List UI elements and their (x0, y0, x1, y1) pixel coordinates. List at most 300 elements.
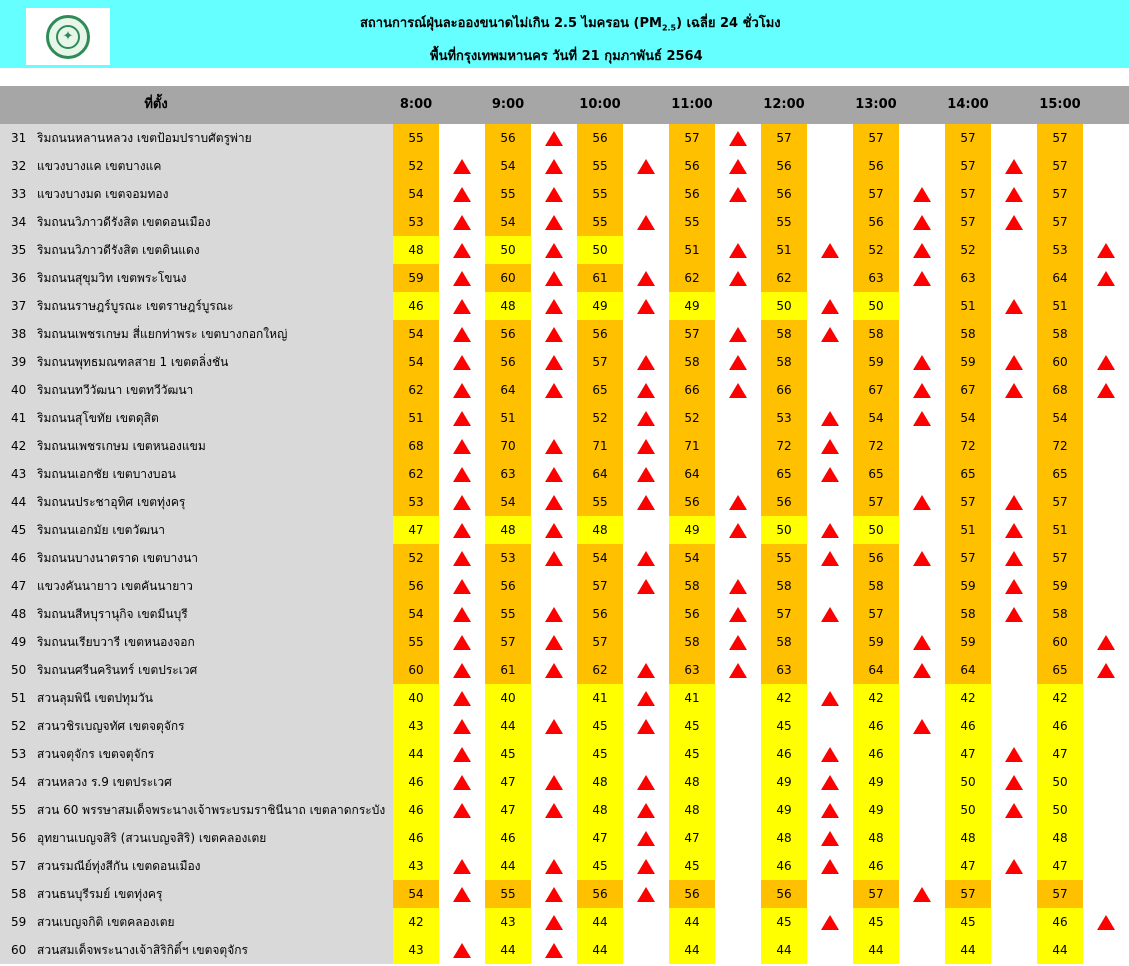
pm25-value-cell: 40 (485, 684, 531, 712)
row-number: 35 (0, 236, 36, 264)
increase-arrow-icon (531, 488, 577, 516)
pm25-value-cell: 62 (669, 264, 715, 292)
increase-arrow-icon (715, 180, 761, 208)
red-triangle-icon (913, 411, 931, 426)
station-name: สวนวชิรเบญจทัศ เขตจตุจักร (36, 712, 393, 740)
pm25-value-cell: 57 (853, 600, 899, 628)
red-triangle-icon (729, 243, 747, 258)
red-triangle-icon (545, 131, 563, 146)
increase-arrow-icon (623, 264, 669, 292)
increase-arrow-icon (531, 908, 577, 936)
increase-arrow-icon (623, 852, 669, 880)
pm25-value-cell: 44 (669, 908, 715, 936)
pm25-value-cell: 55 (669, 208, 715, 236)
increase-arrow-icon (807, 796, 853, 824)
pm25-value-cell: 46 (853, 852, 899, 880)
pm25-value-cell: 42 (945, 684, 991, 712)
red-triangle-icon (545, 271, 563, 286)
station-name: ริมถนนเอกมัย เขตวัฒนา (36, 516, 393, 544)
increase-arrow-icon (715, 516, 761, 544)
table-row (0, 488, 1129, 516)
increase-arrow-icon (439, 768, 485, 796)
pm25-value-cell: 65 (853, 460, 899, 488)
increase-arrow-icon (623, 712, 669, 740)
pm25-value-cell: 43 (393, 712, 439, 740)
pm25-value-cell: 49 (577, 292, 623, 320)
pm25-value-cell: 60 (393, 656, 439, 684)
station-name: ริมถนนทวีวัฒนา เขตทวีวัฒนา (36, 376, 393, 404)
pm25-value-cell: 57 (853, 124, 899, 152)
pm25-value-cell: 48 (669, 796, 715, 824)
red-triangle-icon (729, 383, 747, 398)
red-triangle-icon (821, 439, 839, 454)
pm25-value-cell: 44 (853, 936, 899, 964)
pm25-value-cell: 47 (485, 796, 531, 824)
increase-arrow-icon (1083, 656, 1129, 684)
increase-arrow-icon (531, 348, 577, 376)
pm25-value-cell: 47 (485, 768, 531, 796)
increase-arrow-icon (531, 208, 577, 236)
pm25-value-cell: 57 (1037, 880, 1083, 908)
pm25-value-cell: 58 (1037, 320, 1083, 348)
red-triangle-icon (729, 355, 747, 370)
red-triangle-icon (453, 859, 471, 874)
red-triangle-icon (453, 271, 471, 286)
report-subtitle: พื้นที่กรุงเทพมหานคร วันที่ 21 กุมภาพันธ์ 2564 (430, 49, 703, 64)
pm25-value-cell: 55 (577, 208, 623, 236)
increase-arrow-icon (807, 320, 853, 348)
red-triangle-icon (453, 579, 471, 594)
increase-arrow-icon (623, 208, 669, 236)
row-number: 56 (0, 824, 36, 852)
increase-arrow-icon (531, 460, 577, 488)
red-triangle-icon (545, 495, 563, 510)
pm25-value-cell: 57 (853, 488, 899, 516)
increase-arrow-icon (439, 712, 485, 740)
red-triangle-icon (821, 327, 839, 342)
pm25-value-cell: 50 (945, 796, 991, 824)
pm25-value-cell: 72 (853, 432, 899, 460)
pm25-value-cell: 57 (945, 152, 991, 180)
red-triangle-icon (637, 411, 655, 426)
pm25-value-cell: 58 (945, 600, 991, 628)
station-name: ริมถนนวิภาวดีรังสิต เขตดินแดง (36, 236, 393, 264)
pm25-value-cell: 46 (945, 712, 991, 740)
increase-arrow-icon (991, 152, 1037, 180)
station-name: สวนรมณีย์ทุ่งสีกัน เขตดอนเมือง (36, 852, 393, 880)
red-triangle-icon (729, 159, 747, 174)
red-triangle-icon (1097, 355, 1115, 370)
pm25-value-cell: 57 (485, 628, 531, 656)
red-triangle-icon (821, 523, 839, 538)
pm25-value-cell: 44 (485, 936, 531, 964)
increase-arrow-icon (1083, 348, 1129, 376)
increase-arrow-icon (623, 768, 669, 796)
increase-arrow-icon (623, 376, 669, 404)
pm25-value-cell: 57 (945, 488, 991, 516)
pm25-value-cell: 57 (945, 880, 991, 908)
red-triangle-icon (913, 551, 931, 566)
pm25-value-cell: 56 (485, 572, 531, 600)
increase-arrow-icon (439, 656, 485, 684)
pm25-value-cell: 66 (761, 376, 807, 404)
station-name: สวนลุมพินี เขตปทุมวัน (36, 684, 393, 712)
increase-arrow-icon (715, 264, 761, 292)
pm25-value-cell: 57 (761, 600, 807, 628)
row-number: 39 (0, 348, 36, 376)
row-number: 37 (0, 292, 36, 320)
pm25-value-cell: 55 (485, 180, 531, 208)
increase-arrow-icon (531, 880, 577, 908)
pm25-value-cell: 45 (485, 740, 531, 768)
pm25-value-cell: 42 (853, 684, 899, 712)
red-triangle-icon (729, 187, 747, 202)
table-row (0, 796, 1129, 824)
pm25-value-cell: 51 (761, 236, 807, 264)
increase-arrow-icon (991, 208, 1037, 236)
increase-arrow-icon (715, 376, 761, 404)
bma-seal-icon: ✦ (46, 15, 90, 59)
pm25-value-cell: 51 (485, 404, 531, 432)
red-triangle-icon (1005, 579, 1023, 594)
pm25-value-cell: 54 (393, 320, 439, 348)
time-column-header: 15:00 (1039, 97, 1081, 112)
red-triangle-icon (453, 551, 471, 566)
pm25-value-cell: 46 (393, 796, 439, 824)
station-name: ริมถนนสุโขทัย เขตดุสิต (36, 404, 393, 432)
pm25-value-cell: 58 (853, 572, 899, 600)
row-number: 47 (0, 572, 36, 600)
increase-arrow-icon (1083, 908, 1129, 936)
time-column-header: 12:00 (763, 97, 805, 112)
pm25-value-cell: 48 (945, 824, 991, 852)
pm25-value-cell: 56 (577, 600, 623, 628)
pm25-value-cell: 45 (577, 852, 623, 880)
increase-arrow-icon (623, 432, 669, 460)
row-number: 34 (0, 208, 36, 236)
pm25-value-cell: 50 (761, 516, 807, 544)
row-number: 44 (0, 488, 36, 516)
pm25-value-cell: 64 (1037, 264, 1083, 292)
increase-arrow-icon (715, 236, 761, 264)
increase-arrow-icon (531, 376, 577, 404)
pm25-value-cell: 72 (761, 432, 807, 460)
increase-arrow-icon (899, 404, 945, 432)
pm25-value-cell: 47 (1037, 852, 1083, 880)
red-triangle-icon (453, 607, 471, 622)
increase-arrow-icon (991, 796, 1037, 824)
red-triangle-icon (913, 383, 931, 398)
table-row (0, 236, 1129, 264)
time-column-header: 11:00 (671, 97, 713, 112)
red-triangle-icon (545, 719, 563, 734)
red-triangle-icon (453, 327, 471, 342)
station-name: สวนหลวง ร.9 เขตประเวศ (36, 768, 393, 796)
increase-arrow-icon (991, 572, 1037, 600)
increase-arrow-icon (439, 404, 485, 432)
red-triangle-icon (545, 607, 563, 622)
pm25-value-cell: 68 (393, 432, 439, 460)
station-name: ริมถนนเพชรเกษม สี่แยกท่าพระ เขตบางกอกใหญ่ (36, 320, 393, 348)
station-name: ริมถนนเรียบวารี เขตหนองจอก (36, 628, 393, 656)
station-name: ริมถนนราษฎร์บูรณะ เขตราษฎร์บูรณะ (36, 292, 393, 320)
red-triangle-icon (545, 551, 563, 566)
pm25-value-cell: 54 (669, 544, 715, 572)
pm25-value-cell: 68 (1037, 376, 1083, 404)
red-triangle-icon (545, 327, 563, 342)
pm25-value-cell: 72 (945, 432, 991, 460)
red-triangle-icon (545, 355, 563, 370)
increase-arrow-icon (991, 348, 1037, 376)
red-triangle-icon (545, 383, 563, 398)
row-number: 42 (0, 432, 36, 460)
pm25-value-cell: 54 (485, 488, 531, 516)
pm25-value-cell: 51 (945, 292, 991, 320)
red-triangle-icon (545, 439, 563, 454)
increase-arrow-icon (1083, 628, 1129, 656)
red-triangle-icon (821, 747, 839, 762)
table-row (0, 572, 1129, 600)
pm25-value-cell: 71 (669, 432, 715, 460)
red-triangle-icon (1005, 159, 1023, 174)
red-triangle-icon (453, 159, 471, 174)
pm25-value-cell: 44 (485, 712, 531, 740)
pm25-value-cell: 57 (1037, 180, 1083, 208)
pm25-value-cell: 46 (761, 852, 807, 880)
pm25-value-cell: 57 (577, 348, 623, 376)
red-triangle-icon (453, 439, 471, 454)
pm25-value-cell: 48 (485, 292, 531, 320)
red-triangle-icon (637, 663, 655, 678)
red-triangle-icon (821, 691, 839, 706)
pm25-value-cell: 61 (485, 656, 531, 684)
station-name: ริมถนนพุทธมณฑลสาย 1 เขตตลิ่งชัน (36, 348, 393, 376)
pm25-value-cell: 60 (485, 264, 531, 292)
table-row (0, 320, 1129, 348)
increase-arrow-icon (899, 880, 945, 908)
pm25-value-cell: 55 (393, 124, 439, 152)
red-triangle-icon (821, 607, 839, 622)
pm25-value-cell: 57 (945, 180, 991, 208)
red-triangle-icon (453, 775, 471, 790)
red-triangle-icon (545, 663, 563, 678)
red-triangle-icon (1005, 607, 1023, 622)
pm25-value-cell: 47 (945, 740, 991, 768)
time-column-header: 13:00 (855, 97, 897, 112)
increase-arrow-icon (623, 544, 669, 572)
red-triangle-icon (637, 355, 655, 370)
pm25-value-cell: 59 (945, 628, 991, 656)
pm25-value-cell: 56 (485, 348, 531, 376)
increase-arrow-icon (899, 376, 945, 404)
pm25-value-cell: 45 (761, 908, 807, 936)
pm25-value-cell: 54 (485, 152, 531, 180)
pm25-value-cell: 59 (853, 348, 899, 376)
red-triangle-icon (913, 215, 931, 230)
pm25-value-cell: 57 (945, 544, 991, 572)
red-triangle-icon (453, 187, 471, 202)
pm25-value-cell: 45 (577, 740, 623, 768)
row-number: 54 (0, 768, 36, 796)
pm25-value-cell: 57 (1037, 152, 1083, 180)
increase-arrow-icon (991, 488, 1037, 516)
increase-arrow-icon (531, 628, 577, 656)
red-triangle-icon (453, 355, 471, 370)
increase-arrow-icon (439, 152, 485, 180)
pm25-value-cell: 71 (577, 432, 623, 460)
red-triangle-icon (453, 691, 471, 706)
pm25-value-cell: 55 (577, 180, 623, 208)
increase-arrow-icon (439, 544, 485, 572)
table-row (0, 880, 1129, 908)
pm25-value-cell: 50 (485, 236, 531, 264)
station-name: ริมถนนหลานหลวง เขตป้อมปราบศัตรูพ่าย (36, 124, 393, 152)
red-triangle-icon (637, 831, 655, 846)
red-triangle-icon (637, 719, 655, 734)
increase-arrow-icon (715, 572, 761, 600)
increase-arrow-icon (807, 292, 853, 320)
red-triangle-icon (453, 495, 471, 510)
pm25-value-cell: 41 (577, 684, 623, 712)
increase-arrow-icon (531, 936, 577, 964)
pm25-value-cell: 50 (853, 292, 899, 320)
row-number: 52 (0, 712, 36, 740)
pm25-value-cell: 46 (1037, 712, 1083, 740)
red-triangle-icon (1097, 383, 1115, 398)
row-number: 58 (0, 880, 36, 908)
pm25-value-cell: 44 (393, 740, 439, 768)
increase-arrow-icon (623, 796, 669, 824)
station-name: ริมถนนสีหบุรานุกิจ เขตมีนบุรี (36, 600, 393, 628)
increase-arrow-icon (531, 768, 577, 796)
pm25-value-cell: 41 (669, 684, 715, 712)
table-row (0, 376, 1129, 404)
increase-arrow-icon (807, 236, 853, 264)
report-title: สถานการณ์ฝุ่นละอองขนาดไม่เกิน 2.5 ไมครอน $(PM_{2.5})$ เฉลี่ย 24 ชั่วโมง (360, 16, 781, 33)
increase-arrow-icon (899, 208, 945, 236)
pm25-value-cell: 44 (485, 852, 531, 880)
increase-arrow-icon (439, 264, 485, 292)
pm25-value-cell: 59 (945, 572, 991, 600)
pm25-value-cell: 65 (1037, 460, 1083, 488)
red-triangle-icon (913, 187, 931, 202)
pm25-value-cell: 50 (1037, 796, 1083, 824)
red-triangle-icon (729, 635, 747, 650)
red-triangle-icon (1097, 663, 1115, 678)
red-triangle-icon (545, 775, 563, 790)
increase-arrow-icon (807, 460, 853, 488)
pm25-value-cell: 56 (853, 152, 899, 180)
pm25-value-cell: 70 (485, 432, 531, 460)
red-triangle-icon (637, 215, 655, 230)
pm25-value-cell: 45 (577, 712, 623, 740)
row-number: 51 (0, 684, 36, 712)
increase-arrow-icon (439, 348, 485, 376)
station-name: สวนสมเด็จพระนางเจ้าสิริกิติ์ฯ เขตจตุจักร (36, 936, 393, 964)
pm25-value-cell: 50 (945, 768, 991, 796)
pm25-value-cell: 47 (577, 824, 623, 852)
pm25-value-cell: 57 (577, 572, 623, 600)
table-row (0, 264, 1129, 292)
increase-arrow-icon (991, 600, 1037, 628)
increase-arrow-icon (439, 488, 485, 516)
red-triangle-icon (545, 803, 563, 818)
pm25-value-cell: 57 (945, 208, 991, 236)
red-triangle-icon (545, 187, 563, 202)
pm25-value-cell: 58 (945, 320, 991, 348)
row-number: 50 (0, 656, 36, 684)
table-row (0, 124, 1129, 152)
increase-arrow-icon (531, 516, 577, 544)
station-name: ริมถนนประชาอุทิศ เขตทุ่งครุ (36, 488, 393, 516)
increase-arrow-icon (531, 852, 577, 880)
pm25-value-cell: 46 (393, 824, 439, 852)
red-triangle-icon (637, 775, 655, 790)
table-row (0, 152, 1129, 180)
increase-arrow-icon (715, 600, 761, 628)
red-triangle-icon (821, 411, 839, 426)
table-row (0, 684, 1129, 712)
pm25-value-cell: 66 (669, 376, 715, 404)
red-triangle-icon (545, 523, 563, 538)
increase-arrow-icon (439, 852, 485, 880)
red-triangle-icon (729, 523, 747, 538)
increase-arrow-icon (991, 180, 1037, 208)
pm25-value-cell: 44 (1037, 936, 1083, 964)
red-triangle-icon (545, 915, 563, 930)
pm25-value-cell: 42 (393, 908, 439, 936)
pm25-value-cell: 54 (853, 404, 899, 432)
report-header (0, 0, 1129, 68)
table-row (0, 544, 1129, 572)
red-triangle-icon (637, 159, 655, 174)
increase-arrow-icon (531, 712, 577, 740)
pm25-value-cell: 56 (577, 124, 623, 152)
row-number: 46 (0, 544, 36, 572)
red-triangle-icon (1005, 775, 1023, 790)
time-column-header: 10:00 (579, 97, 621, 112)
pm25-value-cell: 58 (761, 320, 807, 348)
pm25-value-cell: 54 (577, 544, 623, 572)
station-name: ริมถนนเพชรเกษม เขตหนองแขม (36, 432, 393, 460)
pm25-value-cell: 54 (945, 404, 991, 432)
pm25-value-cell: 45 (761, 712, 807, 740)
red-triangle-icon (453, 887, 471, 902)
red-triangle-icon (729, 607, 747, 622)
table-row (0, 516, 1129, 544)
increase-arrow-icon (531, 124, 577, 152)
pm25-value-cell: 53 (485, 544, 531, 572)
pm25-value-cell: 48 (761, 824, 807, 852)
table-row (0, 824, 1129, 852)
red-triangle-icon (545, 887, 563, 902)
red-triangle-icon (1097, 635, 1115, 650)
pm25-value-cell: 53 (761, 404, 807, 432)
pm25-value-cell: 48 (669, 768, 715, 796)
pm25-value-cell: 47 (669, 824, 715, 852)
pm25-value-cell: 43 (485, 908, 531, 936)
pm25-value-cell: 45 (669, 852, 715, 880)
pm25-value-cell: 52 (945, 236, 991, 264)
red-triangle-icon (637, 887, 655, 902)
increase-arrow-icon (807, 852, 853, 880)
pm25-value-cell: 49 (669, 516, 715, 544)
increase-arrow-icon (439, 376, 485, 404)
pm25-value-cell: 46 (393, 292, 439, 320)
pm25-value-cell: 56 (669, 880, 715, 908)
pm25-value-cell: 60 (1037, 628, 1083, 656)
pm25-value-cell: 52 (669, 404, 715, 432)
